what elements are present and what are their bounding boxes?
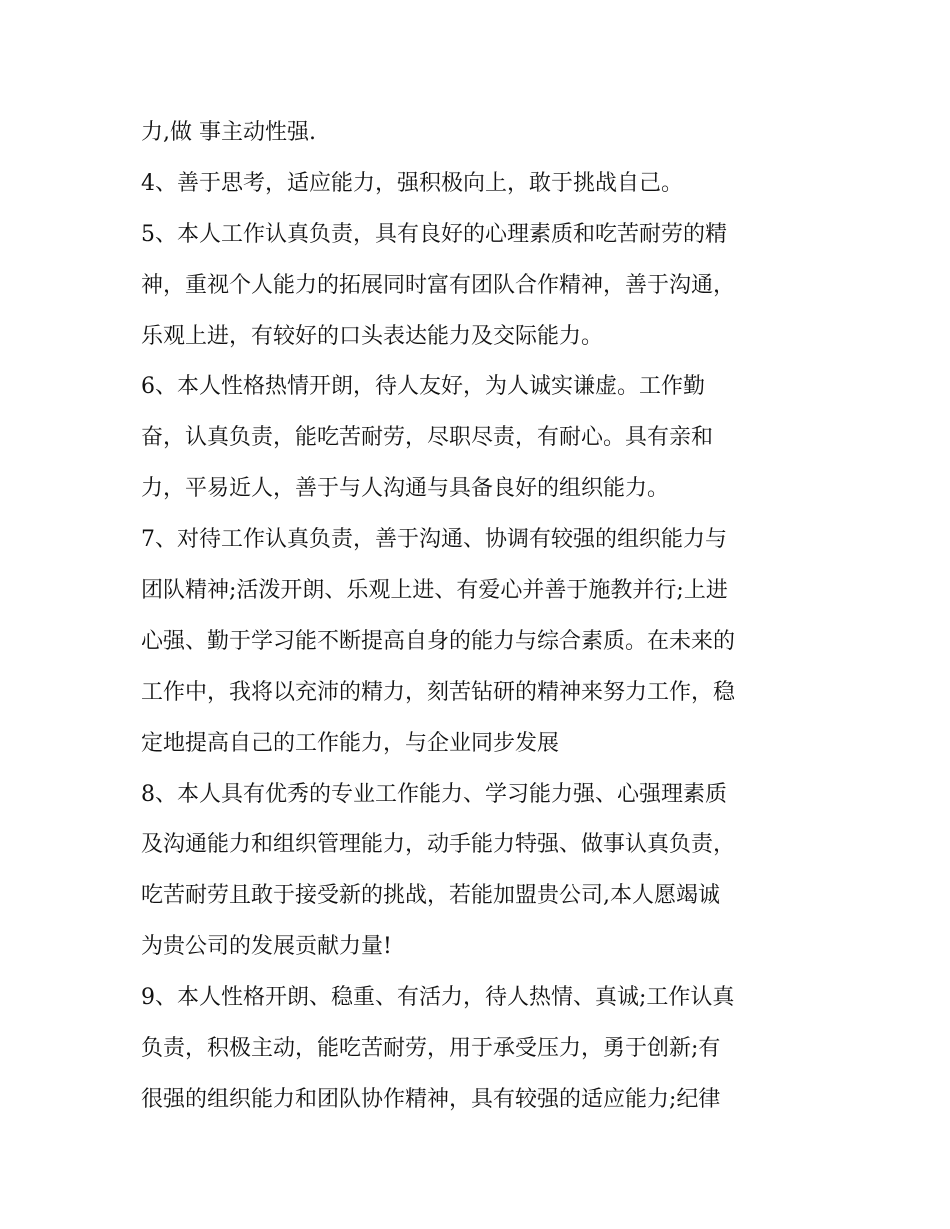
text-line: 5、本人工作认真负责，具有良好的心理素质和吃苦耐劳的精: [141, 221, 727, 247]
text-line: 工作中，我将以充沛的精力，刻苦钻研的精神来努力工作，稳: [141, 679, 736, 705]
text-line: 6、本人性格热情开朗，待人友好，为人诚实谦虚。工作勤: [141, 374, 705, 400]
text-line: 及沟通能力和组织管理能力，动手能力特强、做事认真负责，: [141, 832, 736, 858]
text-line: 乐观上进，有较好的口头表达能力及交际能力。: [141, 323, 604, 349]
text-line: 力，平易近人，善于与人沟通与具备良好的组织能力。: [141, 476, 670, 502]
text-line: 心强、勤于学习能不断提高自身的能力与综合素质。在未来的: [141, 628, 736, 654]
document-body: [141, 108, 821, 1126]
text-line: 9、本人性格开朗、稳重、有活力，待人热情、真诚;工作认真: [141, 985, 735, 1011]
text-line: 吃苦耐劳且敢于接受新的挑战，若能加盟贵公司,本人愿竭诚: [141, 883, 720, 909]
text-line: 8、本人具有优秀的专业工作能力、学习能力强、心强理素质: [141, 781, 727, 807]
text-line: 定地提高自己的工作能力，与企业同步发展: [141, 730, 560, 756]
text-line: 很强的组织能力和团队协作精神，具有较强的适应能力;纪律: [141, 1086, 721, 1112]
text-line: 负责，积极主动，能吃苦耐劳，用于承受压力，勇于创新;有: [141, 1036, 721, 1062]
text-line: 团队精神;活泼开朗、乐观上进、有爱心并善于施教并行;上进: [141, 578, 728, 604]
text-line: 力,做 事主动性强.: [141, 120, 316, 145]
text-line: 为贵公司的发展贡献力量!: [141, 934, 392, 960]
text-line: 4、善于思考，适应能力，强积极向上，敢于挑战自己。: [141, 170, 683, 196]
text-line: 神，重视个人能力的拓展同时富有团队合作精神，善于沟通，: [141, 272, 736, 298]
text-line: 奋，认真负责，能吃苦耐劳，尽职尽责，有耐心。具有亲和: [141, 425, 714, 451]
text-line: 7、对待工作认真负责，善于沟通、协调有较强的组织能力与: [141, 527, 727, 553]
